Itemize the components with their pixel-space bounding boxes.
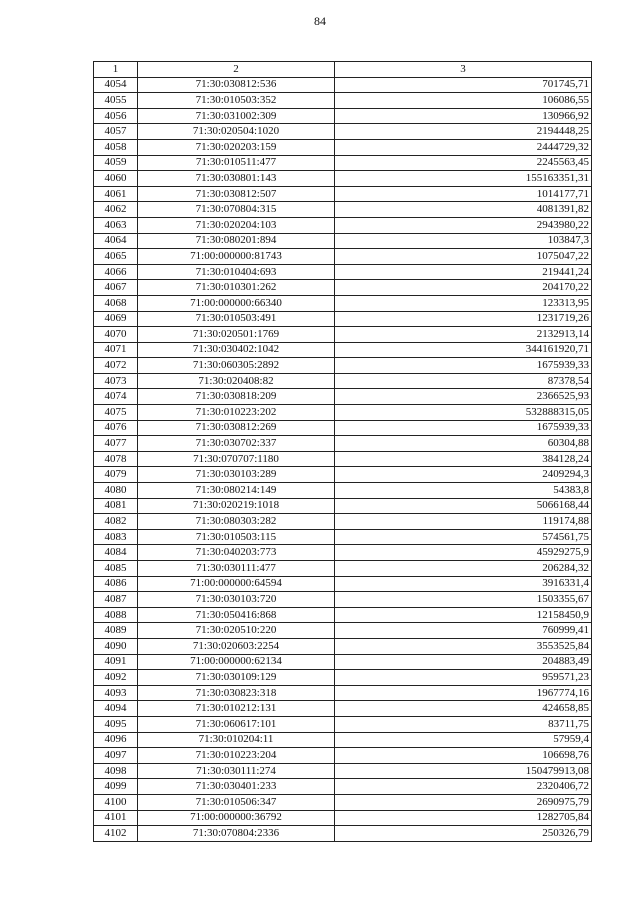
row-number: 4085 — [94, 561, 138, 577]
page-number: 84 — [314, 14, 326, 28]
row-number: 4082 — [94, 514, 138, 530]
cadastral-value: 57959,4 — [335, 732, 592, 748]
cadastral-number: 71:30:030812:536 — [138, 77, 335, 93]
row-number: 4066 — [94, 264, 138, 280]
cadastral-value: 1282705,84 — [335, 810, 592, 826]
cadastral-number: 71:30:010503:491 — [138, 311, 335, 327]
row-number: 4063 — [94, 217, 138, 233]
row-number: 4096 — [94, 732, 138, 748]
row-number: 4059 — [94, 155, 138, 171]
table-row — [94, 607, 592, 623]
cadastral-number: 71:30:010204:11 — [138, 732, 335, 748]
cadastral-number: 71:30:060305:2892 — [138, 358, 335, 374]
cadastral-number: 71:30:010223:204 — [138, 748, 335, 764]
table-row — [94, 826, 592, 842]
table-row — [94, 498, 592, 514]
cadastral-number: 71:30:040203:773 — [138, 545, 335, 561]
table-row — [94, 93, 592, 109]
cadastral-value: 206284,32 — [335, 561, 592, 577]
cadastral-number: 71:30:030402:1042 — [138, 342, 335, 358]
row-number: 4065 — [94, 249, 138, 265]
row-number: 4087 — [94, 592, 138, 608]
row-number: 4101 — [94, 810, 138, 826]
cadastral-value: 250326,79 — [335, 826, 592, 842]
table-row — [94, 467, 592, 483]
cadastral-number: 71:30:020408:82 — [138, 373, 335, 389]
cadastral-number: 71:30:031002:309 — [138, 108, 335, 124]
table-body — [94, 77, 592, 841]
cadastral-value: 2409294,3 — [335, 467, 592, 483]
cadastral-value: 2194448,25 — [335, 124, 592, 140]
row-number: 4067 — [94, 280, 138, 296]
cadastral-number: 71:30:010404:693 — [138, 264, 335, 280]
table-row — [94, 779, 592, 795]
cadastral-number: 71:30:010223:202 — [138, 405, 335, 421]
cadastral-number: 71:30:070804:315 — [138, 202, 335, 218]
table-row — [94, 139, 592, 155]
row-number: 4100 — [94, 794, 138, 810]
table-row — [94, 311, 592, 327]
table-row — [94, 405, 592, 421]
table-row — [94, 186, 592, 202]
table-row — [94, 373, 592, 389]
cadastral-value: 384128,24 — [335, 451, 592, 467]
row-number: 4093 — [94, 685, 138, 701]
cadastral-value: 54383,8 — [335, 483, 592, 499]
row-number: 4060 — [94, 171, 138, 187]
row-number: 4064 — [94, 233, 138, 249]
cadastral-value: 1503355,67 — [335, 592, 592, 608]
table-row — [94, 529, 592, 545]
row-number: 4061 — [94, 186, 138, 202]
row-number: 4094 — [94, 701, 138, 717]
row-number: 4069 — [94, 311, 138, 327]
table-header-row — [94, 62, 592, 78]
cadastral-number: 71:30:010503:115 — [138, 529, 335, 545]
cadastral-number: 71:30:030401:233 — [138, 779, 335, 795]
cadastral-number: 71:30:030109:129 — [138, 670, 335, 686]
table-row — [94, 171, 592, 187]
table-row — [94, 327, 592, 343]
cadastral-value: 344161920,71 — [335, 342, 592, 358]
cadastral-number: 71:30:050416:868 — [138, 607, 335, 623]
row-number: 4097 — [94, 748, 138, 764]
table-row — [94, 249, 592, 265]
column-header-3: 3 — [335, 62, 592, 78]
cadastral-value: 3553525,84 — [335, 638, 592, 654]
cadastral-value: 60304,88 — [335, 436, 592, 452]
cadastral-number: 71:30:080214:149 — [138, 483, 335, 499]
cadastral-value: 12158450,9 — [335, 607, 592, 623]
table-row — [94, 280, 592, 296]
cadastral-value: 4081391,82 — [335, 202, 592, 218]
cadastral-number: 71:30:030103:720 — [138, 592, 335, 608]
row-number: 4080 — [94, 483, 138, 499]
cadastral-number: 71:30:010506:347 — [138, 794, 335, 810]
cadastral-value: 83711,75 — [335, 716, 592, 732]
row-number: 4070 — [94, 327, 138, 343]
table-row — [94, 794, 592, 810]
row-number: 4054 — [94, 77, 138, 93]
cadastral-number: 71:00:000000:64594 — [138, 576, 335, 592]
row-number: 4074 — [94, 389, 138, 405]
cadastral-number: 71:30:020203:159 — [138, 139, 335, 155]
table-row — [94, 436, 592, 452]
row-number: 4081 — [94, 498, 138, 514]
cadastral-number: 71:30:030818:209 — [138, 389, 335, 405]
cadastral-value: 204170,22 — [335, 280, 592, 296]
table-row — [94, 638, 592, 654]
row-number: 4077 — [94, 436, 138, 452]
cadastral-number: 71:00:000000:62134 — [138, 654, 335, 670]
cadastral-number: 71:30:030812:507 — [138, 186, 335, 202]
cadastral-value: 574561,75 — [335, 529, 592, 545]
table-row — [94, 732, 592, 748]
row-number: 4055 — [94, 93, 138, 109]
column-header-2: 2 — [138, 62, 335, 78]
table-row — [94, 654, 592, 670]
cadastral-number: 71:30:030801:143 — [138, 171, 335, 187]
cadastral-number: 71:30:070707:1180 — [138, 451, 335, 467]
table-row — [94, 108, 592, 124]
cadastral-number: 71:30:010511:477 — [138, 155, 335, 171]
cadastral-number: 71:30:020204:103 — [138, 217, 335, 233]
cadastral-number: 71:30:010301:262 — [138, 280, 335, 296]
row-number: 4084 — [94, 545, 138, 561]
cadastral-value: 219441,24 — [335, 264, 592, 280]
cadastral-value: 45929275,9 — [335, 545, 592, 561]
table-row — [94, 748, 592, 764]
row-number: 4091 — [94, 654, 138, 670]
table-row — [94, 810, 592, 826]
table-row — [94, 124, 592, 140]
cadastral-value: 150479913,08 — [335, 763, 592, 779]
cadastral-value: 760999,41 — [335, 623, 592, 639]
cadastral-value: 2444729,32 — [335, 139, 592, 155]
cadastral-number: 71:00:000000:36792 — [138, 810, 335, 826]
row-number: 4099 — [94, 779, 138, 795]
table-row — [94, 670, 592, 686]
row-number: 4078 — [94, 451, 138, 467]
cadastral-number: 71:30:030823:318 — [138, 685, 335, 701]
cadastral-value: 1014177,71 — [335, 186, 592, 202]
table-row — [94, 389, 592, 405]
cadastral-number: 71:30:030702:337 — [138, 436, 335, 452]
table-row — [94, 576, 592, 592]
table-row — [94, 716, 592, 732]
row-number: 4057 — [94, 124, 138, 140]
cadastral-number: 71:30:020510:220 — [138, 623, 335, 639]
cadastral-value: 701745,71 — [335, 77, 592, 93]
cadastral-value: 959571,23 — [335, 670, 592, 686]
cadastral-value: 106698,76 — [335, 748, 592, 764]
table-row — [94, 217, 592, 233]
row-number: 4086 — [94, 576, 138, 592]
table-row — [94, 420, 592, 436]
cadastral-value: 2245563,45 — [335, 155, 592, 171]
row-number: 4068 — [94, 295, 138, 311]
cadastral-number: 71:00:000000:81743 — [138, 249, 335, 265]
cadastral-value: 2943980,22 — [335, 217, 592, 233]
row-number: 4088 — [94, 607, 138, 623]
table-row — [94, 155, 592, 171]
row-number: 4075 — [94, 405, 138, 421]
row-number: 4090 — [94, 638, 138, 654]
table-row — [94, 592, 592, 608]
table-row — [94, 701, 592, 717]
cadastral-value: 204883,49 — [335, 654, 592, 670]
row-number: 4079 — [94, 467, 138, 483]
row-number: 4072 — [94, 358, 138, 374]
row-number: 4056 — [94, 108, 138, 124]
cadastral-value: 123313,95 — [335, 295, 592, 311]
cadastral-number: 71:30:030111:477 — [138, 561, 335, 577]
cadastral-number: 71:30:060617:101 — [138, 716, 335, 732]
table-row — [94, 483, 592, 499]
row-number: 4095 — [94, 716, 138, 732]
cadastral-value: 103847,3 — [335, 233, 592, 249]
row-number: 4073 — [94, 373, 138, 389]
cadastral-number: 71:30:080303:282 — [138, 514, 335, 530]
table-row — [94, 623, 592, 639]
cadastral-number: 71:30:030103:289 — [138, 467, 335, 483]
table-row — [94, 514, 592, 530]
cadastral-value: 119174,88 — [335, 514, 592, 530]
table-row — [94, 295, 592, 311]
column-header-1: 1 — [94, 62, 138, 78]
cadastral-number: 71:30:030812:269 — [138, 420, 335, 436]
cadastral-number: 71:30:030111:274 — [138, 763, 335, 779]
cadastral-number: 71:30:070804:2336 — [138, 826, 335, 842]
cadastral-value: 2132913,14 — [335, 327, 592, 343]
table-row — [94, 685, 592, 701]
table-row — [94, 561, 592, 577]
row-number: 4083 — [94, 529, 138, 545]
cadastral-value: 1967774,16 — [335, 685, 592, 701]
cadastral-value: 130966,92 — [335, 108, 592, 124]
cadastral-value: 2366525,93 — [335, 389, 592, 405]
row-number: 4102 — [94, 826, 138, 842]
row-number: 4058 — [94, 139, 138, 155]
cadastral-value: 106086,55 — [335, 93, 592, 109]
row-number: 4076 — [94, 420, 138, 436]
row-number: 4071 — [94, 342, 138, 358]
row-number: 4092 — [94, 670, 138, 686]
cadastral-number: 71:30:010503:352 — [138, 93, 335, 109]
cadastral-value: 2320406,72 — [335, 779, 592, 795]
cadastral-number: 71:00:000000:66340 — [138, 295, 335, 311]
row-number: 4089 — [94, 623, 138, 639]
cadastral-value: 87378,54 — [335, 373, 592, 389]
cadastral-value: 3916331,4 — [335, 576, 592, 592]
cadastral-value: 424658,85 — [335, 701, 592, 717]
cadastral-number: 71:30:080201:894 — [138, 233, 335, 249]
table-row — [94, 264, 592, 280]
table-row — [94, 342, 592, 358]
cadastral-value: 1075047,22 — [335, 249, 592, 265]
cadastral-number: 71:30:020501:1769 — [138, 327, 335, 343]
table-row — [94, 451, 592, 467]
cadastral-value: 1231719,26 — [335, 311, 592, 327]
table-row — [94, 358, 592, 374]
cadastral-value: 1675939,33 — [335, 358, 592, 374]
table-row — [94, 763, 592, 779]
cadastral-value: 5066168,44 — [335, 498, 592, 514]
row-number: 4098 — [94, 763, 138, 779]
table-row — [94, 77, 592, 93]
cadastral-value: 532888315,05 — [335, 405, 592, 421]
row-number: 4062 — [94, 202, 138, 218]
table-row — [94, 202, 592, 218]
cadastral-value: 1675939,33 — [335, 420, 592, 436]
table-row — [94, 545, 592, 561]
table-row — [94, 233, 592, 249]
cadastral-value-table — [93, 61, 592, 842]
cadastral-number: 71:30:010212:131 — [138, 701, 335, 717]
cadastral-value: 155163351,31 — [335, 171, 592, 187]
cadastral-value: 2690975,79 — [335, 794, 592, 810]
cadastral-number: 71:30:020219:1018 — [138, 498, 335, 514]
cadastral-number: 71:30:020504:1020 — [138, 124, 335, 140]
cadastral-number: 71:30:020603:2254 — [138, 638, 335, 654]
